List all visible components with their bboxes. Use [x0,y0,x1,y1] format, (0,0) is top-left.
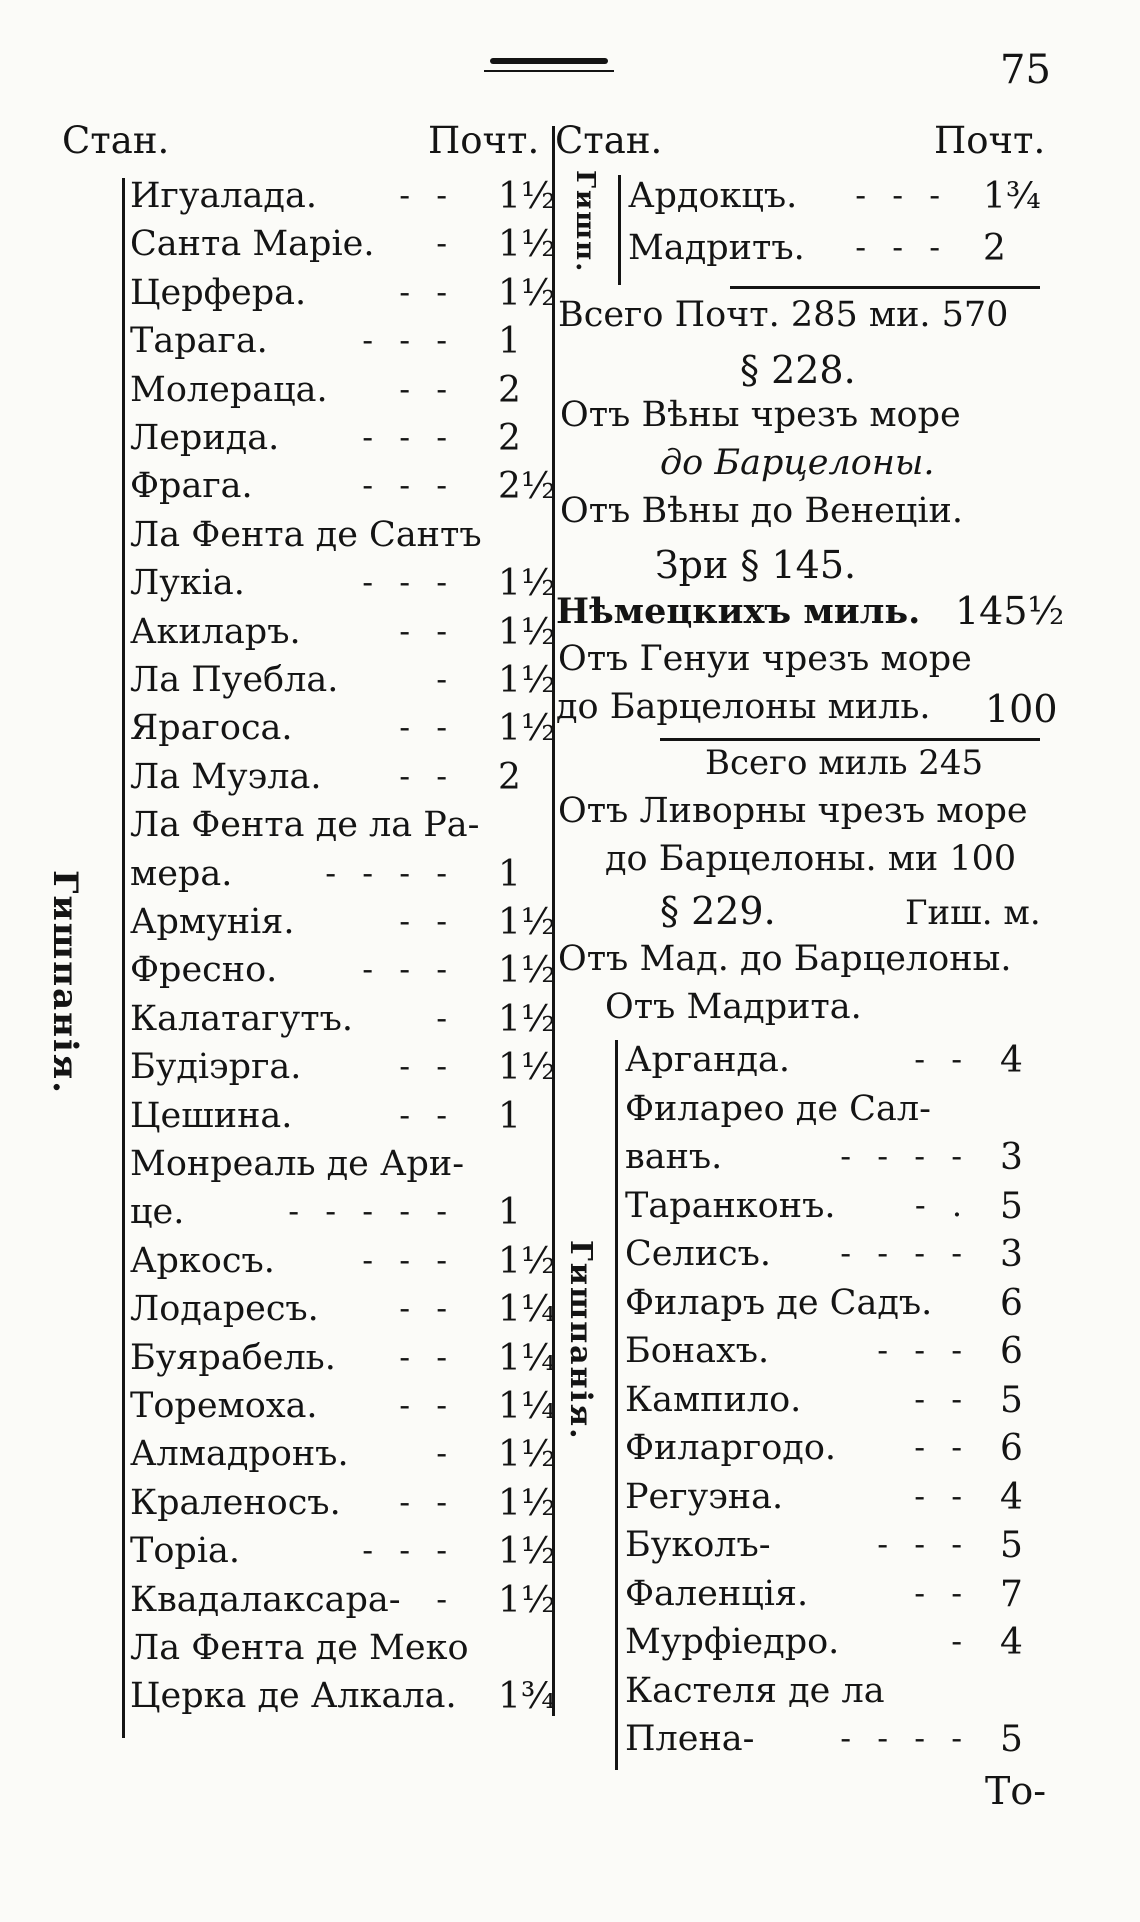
station-name: Арганда. [625,1040,790,1080]
post-count: 1½ [498,224,556,266]
post-count: 2 [498,756,521,798]
leader-dashes: - - [399,1386,455,1424]
station-row [130,708,556,754]
post-count: 1½ [498,563,556,605]
station-row [625,1477,1040,1523]
station-row [625,1040,1040,1086]
leader-dashes: - - [399,1337,455,1376]
station-name: Фресно. [130,950,278,991]
station-row [130,757,550,803]
station-row [628,176,1041,222]
station-row [130,418,550,464]
leader-dashes: - - - [362,466,455,505]
leader-dashes: - - - - [840,1234,970,1272]
post-count: 1½ [498,708,556,750]
post-count: 1½ [498,1047,556,1089]
station-row [625,1089,1040,1135]
station-row [625,1525,1040,1571]
leader-dashes: - - - [877,1525,970,1563]
post-count: 1½ [498,660,556,701]
station-name: Санта Маріе. [130,224,375,265]
route-line-a: Отъ Вѣны чрезъ море [560,395,961,435]
station-row [130,854,550,900]
post-count: 1½ [498,611,556,653]
station-row [130,902,556,948]
station-name: Калатагутъ. [130,998,353,1039]
station-row [625,1186,1040,1232]
leader-dashes: - - - [362,1240,455,1279]
route-line-i: до Барцелоны. ми 100 [605,839,1017,879]
station-name: Таранконъ. [625,1185,836,1226]
station-row [130,1482,556,1529]
station-name: Фаленція. [625,1573,809,1614]
leader-dashes: - - [399,272,455,311]
station-row [625,1234,1040,1280]
station-name: Филаргодо. [625,1428,837,1468]
route-line-c: Отъ Вѣны до Венеціи. [560,491,963,531]
station-name: Ла Фента де Меко [130,1628,469,1668]
station-row [130,466,556,512]
post-count: 1½ [498,1482,556,1524]
station-name: це. [130,1192,185,1233]
post-count: 1¾ [498,1676,556,1718]
leader-dashes: - [436,660,455,698]
station-row [130,176,556,222]
route-line-d: Зри § 145. [655,543,857,587]
post-count: 7 [1000,1573,1023,1615]
station-name: Будіэрга. [130,1047,302,1088]
post-count: 1¾ [983,176,1041,217]
right-bracket-line [615,1040,618,1770]
post-count: 2 [498,369,521,411]
header-right-station: Стан. [555,119,663,162]
station-name: Аркосъ. [130,1240,275,1281]
station-row [130,1192,550,1238]
leader-dashes: - - [399,176,455,214]
station-name: Церка де Алкала. [130,1676,457,1717]
route-line-j: Отъ Мад. до Барцелоны. [558,939,1012,979]
leader-dashes: - - [399,1289,455,1328]
station-name: Селисъ. [625,1234,772,1274]
post-count: 1 [498,321,521,363]
station-name: Мадритъ. [628,228,805,268]
leader-dashes: - [436,1579,455,1618]
post-count: 1½ [498,1434,556,1476]
section-229-heading: § 229. [660,889,776,933]
leader-dashes: - [951,1622,970,1660]
station-name: Игуалада. [130,176,317,216]
station-row [625,1671,1040,1717]
leader-dashes: - - [399,1095,455,1134]
station-name: Ла Фента де ла Ра- [130,805,480,846]
total-line-1: Всего Почт. 285 ми. 570 [558,295,1009,335]
station-row [130,321,550,367]
post-count: 6 [1000,1282,1023,1324]
leader-dashes: - - - [362,321,455,360]
right-top-bracket-line [618,175,621,285]
post-count: 1½ [498,1531,556,1573]
station-row [130,1047,556,1093]
header-left-station: Стан. [62,119,170,162]
section-229-unit: Гиш. м. [905,893,1041,933]
leader-dashes: - - - - [325,853,455,892]
station-name: Ярагоса. [130,708,293,749]
station-row [625,1574,1040,1620]
post-count: 1½ [498,950,556,992]
station-name: Регуэна. [625,1476,784,1517]
route-line-e-value: 145½ [955,589,1065,633]
leader-dashes: - - - [855,176,948,214]
station-row [130,1337,556,1384]
total-rule-2 [660,738,1040,741]
station-row [625,1331,1040,1377]
station-row [625,1137,1040,1183]
station-row [130,1531,556,1577]
leader-dashes: - - [914,1379,970,1418]
leader-dashes: - - - [362,1531,455,1570]
station-name: Армунія. [130,902,295,942]
leader-dashes: - [436,998,455,1037]
post-count: 1½ [498,272,556,314]
leader-dashes: - - [399,902,455,940]
route-line-k: Отъ Мадрита. [605,987,862,1027]
post-count: 6 [1000,1428,1023,1469]
catchword: То- [985,1769,1047,1813]
station-name: Кампило. [625,1379,802,1420]
station-name: Акиларъ. [130,611,301,652]
leader-dashes: - - [399,369,455,408]
station-name: Квадалаксара- [130,1579,401,1620]
post-count: 2½ [498,466,556,508]
station-name: Буярабель. [130,1337,336,1378]
leader-dashes: - - - [877,1331,970,1369]
leader-dashes: - - [399,611,455,650]
station-row [130,1096,550,1142]
total-line-2: Всего миль 245 [705,743,984,783]
station-name: Торіа. [130,1531,241,1572]
leader-dashes: - - [399,1047,455,1086]
station-name: Цешина. [130,1095,293,1136]
header-left-post: Почт. [428,119,540,162]
station-name: Краленосъ. [130,1482,341,1523]
post-count: 6 [1000,1331,1023,1372]
top-ornament-rule-thin [484,70,614,72]
post-count: 1½ [498,1579,556,1621]
post-count: 1¼ [498,1289,556,1331]
post-count: 1½ [498,902,556,943]
station-name: Монреаль де Ари- [130,1144,465,1184]
station-name: Ардокцъ. [628,176,798,216]
station-row [130,998,556,1045]
station-name: Ла Пуебла. [130,660,339,700]
station-row [130,224,556,270]
station-name: Буколъ- [625,1525,771,1565]
station-name: Торемоха. [130,1386,318,1426]
station-name: Фрага. [130,466,253,507]
station-name: Ла Фента де Сантъ [130,514,482,555]
station-row [130,1676,556,1722]
leader-dashes: - - - [362,950,455,989]
leader-dashes: - - [914,1476,970,1515]
post-count: 5 [1000,1525,1023,1566]
station-row [130,660,556,706]
station-name: Церфера. [130,272,307,313]
leader-dashes: - - [914,1573,970,1612]
leader-dashes: - [436,1434,455,1473]
left-bracket-line [122,178,125,1738]
station-name: Лодаресъ. [130,1289,319,1330]
route-line-g-value: 100 [985,687,1058,731]
leader-dashes: - - - [362,563,455,602]
station-name: Плена- [625,1719,755,1759]
station-row [130,1289,556,1335]
post-count: 1½ [498,1240,556,1282]
station-row [130,272,556,319]
header-right-post: Почт. [934,119,1046,162]
leader-dashes: - - [399,756,455,795]
leader-dashes: - - - - - [288,1192,455,1231]
station-row [130,1144,550,1190]
post-count: 1 [498,1095,521,1137]
post-count: 3 [1000,1234,1023,1275]
post-count: 1¼ [498,1337,556,1379]
left-region-label: Гишпанія. [45,870,85,1095]
top-ornament-rule [490,58,608,64]
station-row [130,563,556,609]
right-region-label: Гишпанія. [563,1240,598,1441]
station-name: Тарага. [130,321,268,362]
station-row [625,1283,1040,1329]
leader-dashes: - - [399,1482,455,1521]
leader-dashes: - . [914,1185,970,1224]
station-name: Лерида. [130,418,280,458]
post-count: 1½ [498,176,556,217]
station-name: Кастеля де ла [625,1670,885,1711]
station-name: Бонахъ. [625,1331,770,1371]
route-line-f: Отъ Генуи чрезъ море [558,639,972,679]
station-name: Филарео де Сал- [625,1088,931,1129]
station-row [130,611,556,658]
post-count: 5 [1000,1185,1023,1227]
station-row [625,1622,1040,1668]
post-count: 2 [983,228,1006,269]
right-top-region-label: Гишп. [570,170,600,274]
station-row [130,805,550,851]
route-line-e-label: Нѣмецкихъ миль. [556,591,921,632]
station-row [130,1434,556,1480]
route-line-b: до Барцелоны. [660,443,935,483]
post-count: 1¼ [498,1386,556,1427]
leader-dashes: - - [914,1040,970,1078]
station-row [628,228,1038,274]
post-count: 1 [498,1192,521,1234]
station-row [130,1579,556,1626]
post-count: 4 [1000,1476,1023,1518]
station-row [130,1386,556,1432]
station-row [625,1719,1040,1765]
page-number: 75 [1000,47,1051,93]
station-name: Ла Муэла. [130,756,322,797]
station-row [130,515,550,561]
post-count: 1 [498,853,521,895]
station-row [130,1240,556,1287]
station-row [625,1428,1040,1474]
post-count: 4 [1000,1622,1023,1663]
leader-dashes: - - - [362,418,455,456]
station-row [130,950,556,996]
route-line-h: Отъ Ливорны чрезъ море [558,791,1028,831]
post-count: 4 [1000,1040,1023,1081]
station-row [130,370,550,416]
section-228-heading: § 228. [740,348,856,392]
station-row [625,1380,1040,1426]
station-name: Мурфіедро. [625,1622,840,1662]
post-count: 2 [498,418,521,459]
station-name: Алмадронъ. [130,1434,349,1475]
leader-dashes: - - - - [840,1719,970,1757]
leader-dashes: - - - [855,228,948,266]
leader-dashes: - - [914,1428,970,1466]
post-count: 1½ [498,998,556,1040]
station-name: Филаръ де Садъ. [625,1282,933,1323]
station-name: Молераца. [130,369,328,410]
leader-dashes: - - - - [840,1137,970,1175]
station-row [130,1628,550,1674]
total-rule-1 [730,286,1040,289]
post-count: 3 [1000,1137,1023,1178]
leader-dashes: - - [399,708,455,747]
post-count: 5 [1000,1719,1023,1760]
station-name: мера. [130,853,233,894]
station-name: ванъ. [625,1137,723,1177]
station-name: Лукіа. [130,563,245,604]
post-count: 5 [1000,1379,1023,1421]
leader-dashes: - [436,224,455,263]
route-line-g-label: до Барцелоны миль. [556,687,931,727]
